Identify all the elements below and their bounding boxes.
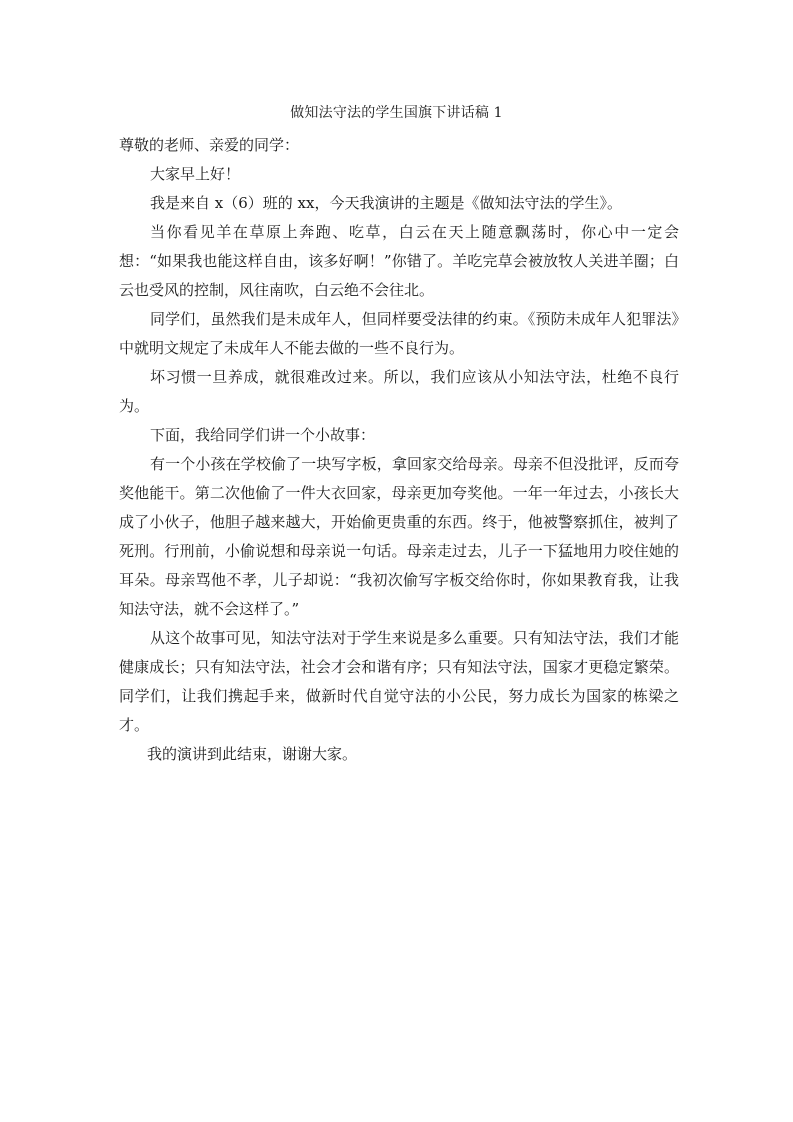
paragraph-story-intro: 下面，我给同学们讲一个小故事： [150,426,376,444]
paragraph-conclusion: 从这个故事可见，知法守法对于学生来说是多么重要。只有知法守法，我们才能健康成长；只有知法守法，社会才会和谐有序；只有知法守法，国家才更稳定繁荣。同学们，让我们携起手来，做新时代自觉守法的小公民，努力成长为国家的栋梁之才。 [119,629,679,734]
paragraph-introduction: 我是来自 x（6）班的 xx，今天我演讲的主题是《做知法守法的学生》。 [150,194,622,212]
paragraph-bad-habits: 坏习惯一旦养成，就很难改过来。所以，我们应该从小知法守法，杜绝不良行为。 [119,368,679,415]
salutation: 尊敬的老师、亲爱的同学： [119,136,300,154]
document-body [119,131,679,769]
paragraph-story: 有一个小孩在学校偷了一块写字板，拿回家交给母亲。母亲不但没批评，反而夸奖他能干。第二次他偷了一件大衣回家，母亲更加夸奖他。一年一年过去，小孩长大成了小伙子，他胆子越来越大，开始偷更贵重的东西。终于，他被警察抓住，被判了死刑。行刑前，小偷说想和母亲说一句话。母亲走过去，儿子一下猛地用力咬住她的耳朵。母亲骂他不孝，儿子却说：“我初次偷写字板交给你时，你如果教育我，让我知法守法，就不会这样了。” [119,455,679,618]
paragraph-greeting: 大家早上好！ [150,165,241,183]
document-title: 做知法守法的学生国旗下讲话稿 1 [290,105,503,121]
paragraph-law-constraints: 同学们，虽然我们是未成年人，但同样要受法律的约束。《预防未成年人犯罪法》中就明文规定了未成年人不能去做的一些不良行为。 [119,310,679,357]
paragraph-sheep-and-clouds: 当你看见羊在草原上奔跑、吃草，白云在天上随意飘荡时，你心中一定会想：“如果我也能这样自由，该多好啊！”你错了。羊吃完草会被放牧人关进羊圈；白云也受风的控制，风往南吹，白云绝不会往北。 [119,223,679,299]
closing-line: 我的演讲到此结束，谢谢大家。 [147,745,358,763]
